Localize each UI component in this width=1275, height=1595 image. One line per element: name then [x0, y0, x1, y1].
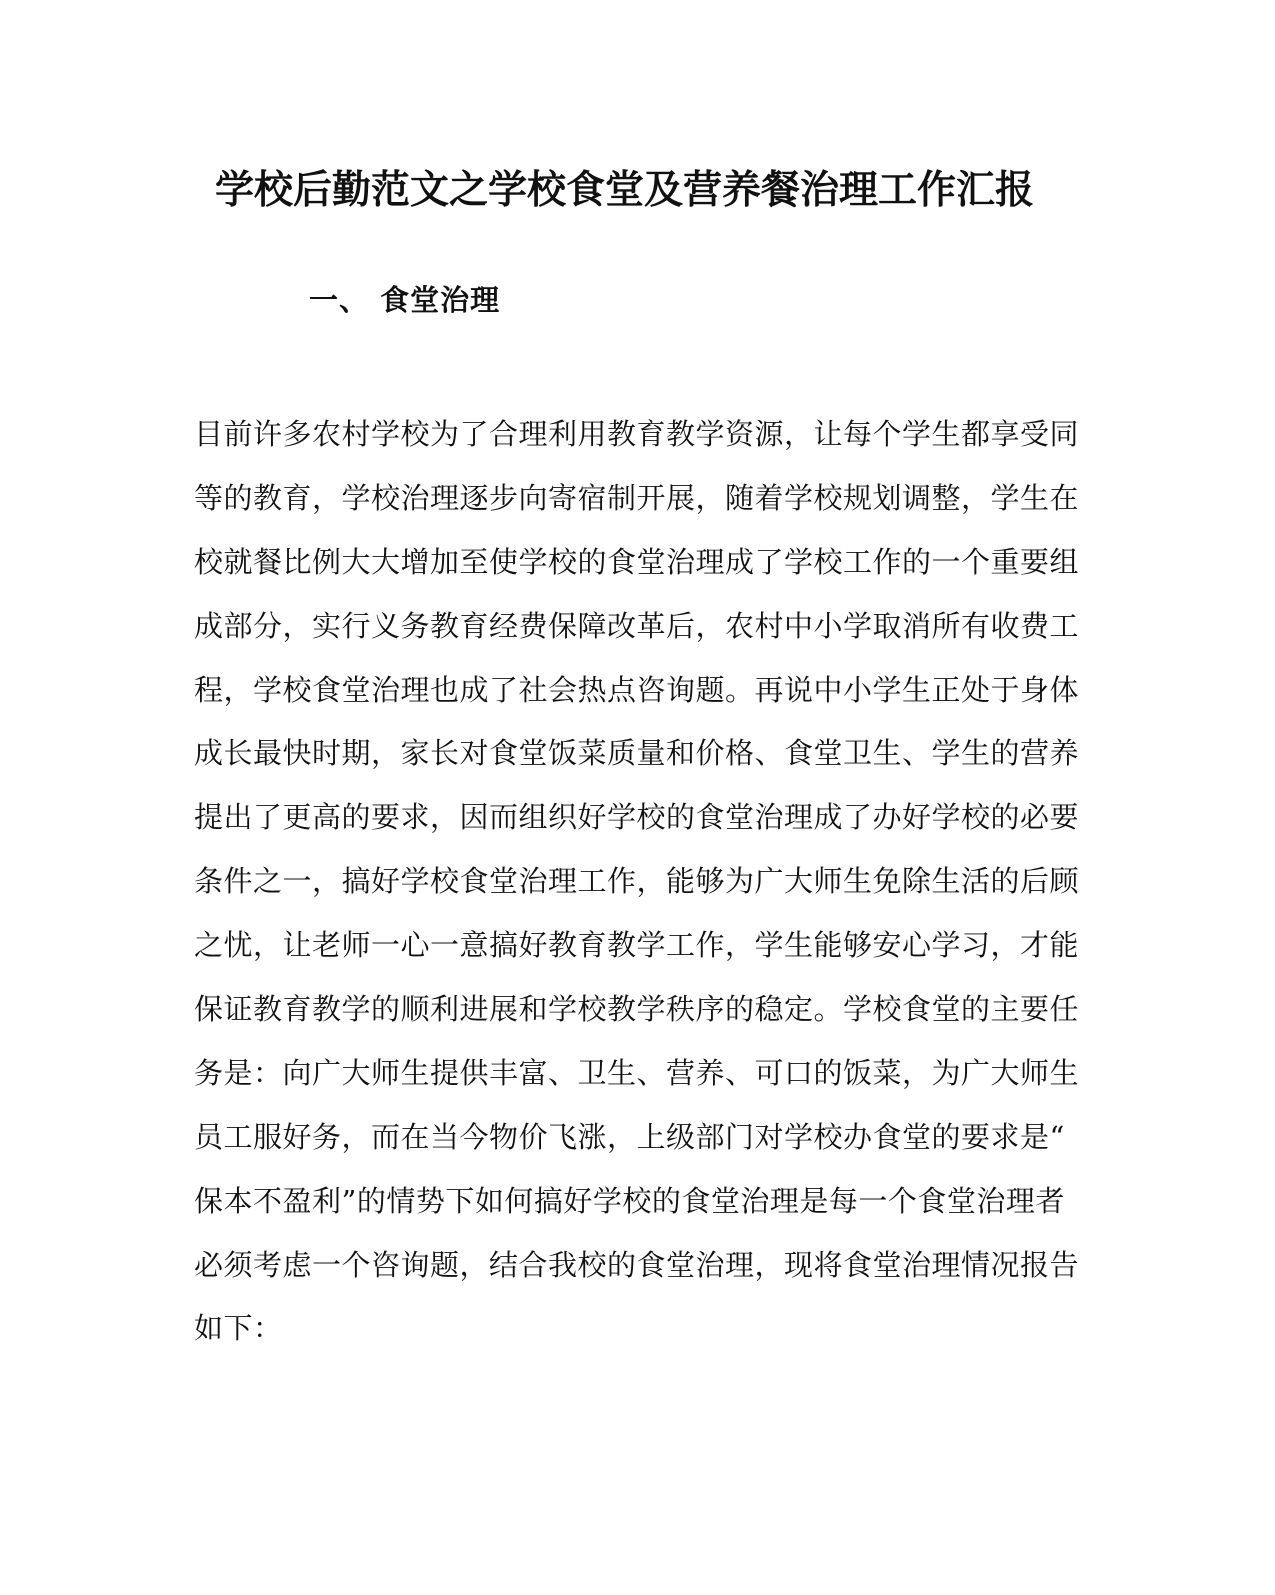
paragraph-line: 如下：	[194, 1311, 283, 1346]
paragraph-line: 校就餐比例大大增加至使学校的食堂治理成了学校工作的一个重要组	[194, 544, 1080, 579]
paragraph-line: 目前许多农村学校为了合理利用教育教学资源，让每个学生都享受同	[194, 417, 1080, 451]
paragraph-line: 成部分，实行义务教育经费保障改革后，农村中小学取消所有收费工	[194, 608, 1080, 643]
paragraph-line: 员工服好务，而在当今物价飞涨，上级部门对学校办食堂的要求是“	[194, 1119, 1065, 1154]
section-heading: 一、 食堂治理	[309, 283, 501, 317]
paragraph-line: 务是：向广大师生提供丰富、卫生、营养、可口的饭菜，为广大师生	[194, 1055, 1080, 1090]
paragraph-line: 成长最快时期，家长对食堂饭菜质量和价格、食堂卫生、学生的营养	[194, 736, 1080, 771]
paragraph-line: 程，学校食堂治理也成了社会热点咨询题。再说中小学生正处于身体	[194, 672, 1080, 707]
document-title: 学校后勤范文之学校食堂及营养餐治理工作汇报	[214, 167, 1034, 213]
body-paragraph	[194, 403, 1080, 1361]
paragraph-line: 必须考虑一个咨询题，结合我校的食堂治理，现将食堂治理情况报告	[194, 1247, 1080, 1282]
paragraph-line: 提出了更高的要求，因而组织好学校的食堂治理成了办好学校的必要	[194, 800, 1080, 835]
paragraph-line: 等的教育，学校治理逐步向寄宿制开展，随着学校规划调整，学生在	[194, 480, 1080, 515]
paragraph-line: 条件之一，搞好学校食堂治理工作，能够为广大师生免除生活的后顾	[194, 864, 1080, 899]
paragraph-line: 之忧，让老师一心一意搞好教育教学工作，学生能够安心学习，才能	[194, 928, 1080, 963]
paragraph-line: 保证教育教学的顺利进展和学校教学秩序的稳定。学校食堂的主要任	[194, 992, 1080, 1027]
paragraph-line: 保本不盈利”的情势下如何搞好学校的食堂治理是每一个食堂治理者	[194, 1183, 1065, 1218]
